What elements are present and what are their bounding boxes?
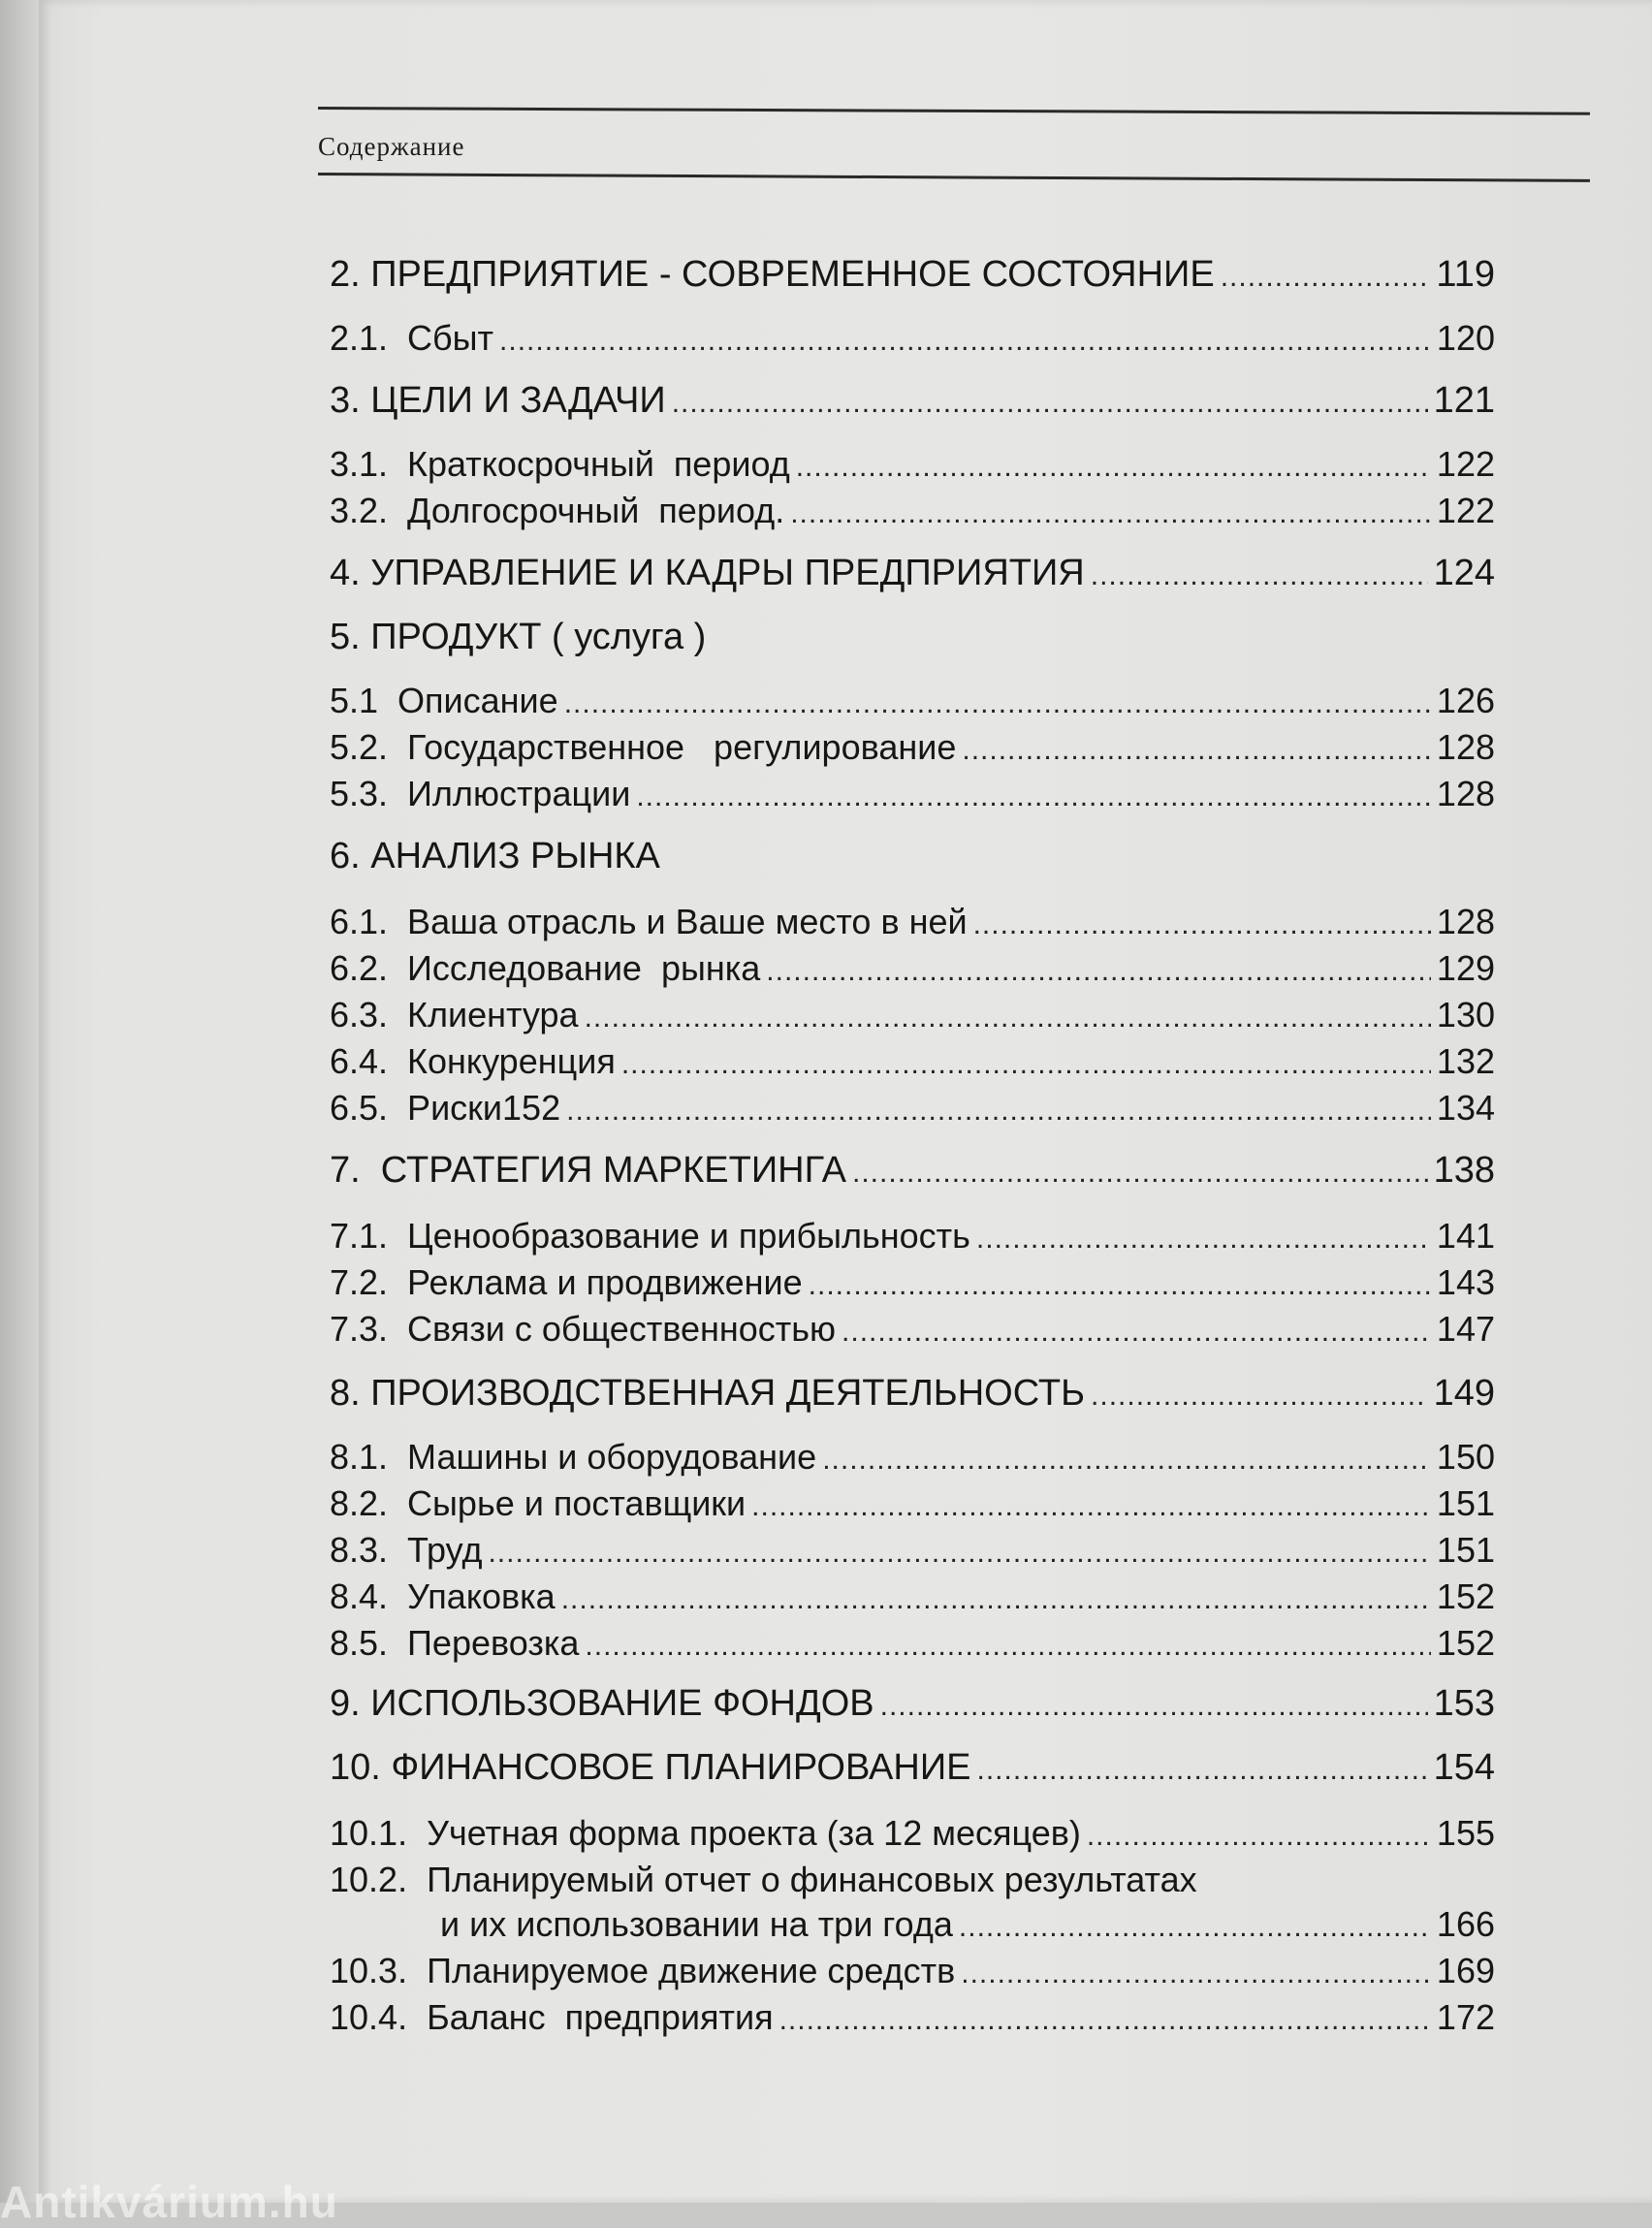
toc-entry-page: 141 (1436, 1216, 1495, 1256)
toc-leader-dots (672, 387, 1428, 420)
toc-entry-label: 2. ПРЕДПРИЯТИЕ - СОВРЕМЕННОЕ СОСТОЯНИЕ (330, 254, 1215, 295)
toc-entry (330, 1813, 1495, 1858)
toc-entry-label: 6. АНАЛИЗ РЫНКА (330, 836, 660, 876)
toc-leader-dots (636, 780, 1431, 813)
toc-entry-label: 5.2. Государственное регулирование (330, 727, 957, 767)
toc-entry (330, 380, 1495, 425)
toc-leader-dots (1091, 1380, 1428, 1413)
toc-leader-dots (842, 1316, 1431, 1349)
toc-entry-page: 130 (1436, 995, 1495, 1034)
toc-leader-dots (962, 734, 1431, 767)
toc-entry (330, 1683, 1495, 1728)
toc-section-heading (330, 617, 1495, 661)
toc-entry-label: 9. ИСПОЛЬЗОВАНИЕ ФОНДОВ (330, 1683, 874, 1724)
toc-entry (330, 1747, 1495, 1792)
toc-entry (330, 491, 1495, 535)
toc-entry (330, 902, 1495, 946)
toc-entry-page: 128 (1436, 902, 1495, 941)
toc-entry-label: 6.5. Риски152 (330, 1088, 561, 1128)
toc-entry (330, 1623, 1495, 1668)
toc-entry (330, 1437, 1495, 1481)
toc-entry (330, 1483, 1495, 1528)
toc-entry-label: 8.2. Сырье и поставщики (330, 1483, 747, 1523)
toc-section-heading (330, 836, 1495, 880)
toc-leader-dots (822, 1444, 1431, 1477)
running-header: Содержание (318, 132, 465, 161)
toc-entry (330, 1216, 1495, 1260)
toc-entry (330, 1262, 1495, 1307)
toc-entry-label: 3.2. Долгосрочный период. (330, 491, 785, 530)
toc-entry (330, 1951, 1495, 1995)
book-spine-shadow (0, 0, 39, 2203)
toc-leader-dots (1221, 261, 1431, 294)
toc-entry-label: 6.1. Ваша отрасль и Ваше место в ней (330, 902, 968, 941)
toc-leader-dots (959, 1911, 1431, 1944)
toc-entry-label: 7. СТРАТЕГИЯ МАРКЕТИНГА (330, 1150, 847, 1191)
toc-entry-label: 5.3. Иллюстрации (330, 774, 631, 813)
toc-entry-page: 122 (1436, 491, 1495, 530)
toc-leader-dots (790, 497, 1431, 530)
toc-entry-page: 126 (1436, 681, 1495, 720)
toc-entry-page: 150 (1436, 1437, 1495, 1477)
toc-entry-page: 166 (1436, 1904, 1495, 1944)
toc-entry-page: 153 (1433, 1683, 1495, 1724)
toc-entry (330, 553, 1495, 597)
toc-entry-label: 4. УПРАВЛЕНИЕ И КАДРЫ ПРЕДПРИЯТИЯ (330, 553, 1085, 593)
toc-entry (330, 1041, 1495, 1086)
toc-leader-dots (973, 908, 1431, 941)
toc-entry (330, 727, 1495, 772)
toc-entry (330, 948, 1495, 993)
toc-entry (330, 774, 1495, 818)
toc-entry (330, 1373, 1495, 1417)
toc-entry (330, 1088, 1495, 1132)
toc-entry-page: 154 (1433, 1747, 1495, 1788)
toc-entry (330, 1530, 1495, 1575)
toc-leader-dots (1087, 1820, 1431, 1853)
toc-leader-dots (561, 1583, 1431, 1616)
toc-entry (330, 1309, 1495, 1353)
toc-leader-dots (976, 1754, 1427, 1787)
toc-entry-page: 147 (1436, 1309, 1495, 1349)
toc-leader-dots (961, 1957, 1431, 1990)
toc-entry-label: 2.1. Сбыт (330, 318, 494, 358)
toc-entry-page: 128 (1436, 774, 1495, 813)
toc-entry-page: 122 (1436, 444, 1495, 484)
toc-entry-multiline (330, 1860, 1495, 1944)
toc-entry-page: 129 (1436, 948, 1495, 988)
toc-entry-label: 3.1. Краткосрочный период (330, 444, 790, 484)
toc-entry-page: 119 (1436, 254, 1495, 295)
toc-leader-dots (751, 1490, 1431, 1523)
toc-entry-label: 3. ЦЕЛИ И ЗАДАЧИ (330, 380, 666, 421)
toc-leader-dots (852, 1157, 1428, 1190)
toc-leader-dots (566, 1095, 1431, 1128)
toc-entry (330, 681, 1495, 725)
toc-entry-label: 10.2. Планируемый отчет о финансовых результатах (330, 1860, 1197, 1899)
toc-entry (330, 995, 1495, 1039)
toc-entry-page: 121 (1433, 380, 1495, 421)
toc-entry-label: 8.1. Машины и оборудование (330, 1437, 817, 1477)
toc-entry-page: 134 (1436, 1088, 1495, 1128)
toc-leader-dots (976, 1223, 1431, 1256)
toc-entry-page: 151 (1436, 1530, 1495, 1570)
toc-leader-dots (499, 325, 1431, 358)
toc-leader-dots (585, 1002, 1431, 1034)
toc-entry-label: 8.3. Труд (330, 1530, 483, 1570)
toc-entry-page: 149 (1433, 1373, 1495, 1414)
toc-entry-label: 7.2. Реклама и продвижение (330, 1262, 803, 1302)
toc-leader-dots (779, 2004, 1431, 2037)
toc-leader-dots (585, 1630, 1431, 1663)
toc-entry-label: 8. ПРОИЗВОДСТВЕННАЯ ДЕЯТЕЛЬНОСТЬ (330, 1373, 1086, 1414)
toc-entry-page: 124 (1433, 553, 1495, 593)
toc-entry-label: 10.1. Учетная форма проекта (за 12 месяцев) (330, 1813, 1081, 1853)
toc-leader-dots (488, 1537, 1430, 1570)
toc-leader-dots (564, 687, 1431, 720)
toc-entry-page: 152 (1436, 1623, 1495, 1663)
toc-entry-label: 8.4. Упаковка (330, 1576, 556, 1616)
toc-entry (330, 1576, 1495, 1621)
toc-entry-page: 172 (1436, 1997, 1495, 2037)
toc-entry-label: 5.1 Описание (330, 681, 558, 720)
toc-entry (330, 1997, 1495, 2042)
toc-entry-label: 7.3. Связи с общественностью (330, 1309, 837, 1349)
toc-entry (330, 1150, 1495, 1194)
toc-entry-label-line2: и их использовании на три года (440, 1904, 953, 1944)
toc-leader-dots (621, 1048, 1431, 1081)
toc-entry-page: 132 (1436, 1041, 1495, 1081)
toc-entry-page: 143 (1436, 1262, 1495, 1302)
toc-entry-label: 6.2. Исследование рынка (330, 948, 761, 988)
toc-entry-label: 6.4. Конкуренция (330, 1041, 616, 1081)
toc-entry (330, 444, 1495, 489)
toc-entry-label: 10.4. Баланс предприятия (330, 1997, 774, 2037)
toc-entry-label: 10.3. Планируемое движение средств (330, 1951, 956, 1990)
toc-entry-page: 155 (1436, 1813, 1495, 1853)
toc-entry-page: 120 (1436, 318, 1495, 358)
watermark: Antikvárium.hu (0, 2177, 338, 2227)
toc-entry-continuation (440, 1904, 1495, 1945)
toc-leader-dots (809, 1269, 1431, 1302)
toc-entry-label: 7.1. Ценообразование и прибыльность (330, 1216, 970, 1256)
toc-entry (330, 254, 1495, 299)
toc-entry (330, 318, 1495, 363)
toc-entry-page: 128 (1436, 727, 1495, 767)
toc-entry-page: 151 (1436, 1483, 1495, 1523)
toc-leader-dots (796, 451, 1431, 484)
toc-entry-label: 6.3. Клиентура (330, 995, 579, 1034)
toc-entry-label: 5. ПРОДУКТ ( услуга ) (330, 617, 707, 657)
toc-entry-page: 169 (1436, 1951, 1495, 1990)
toc-entry-page: 152 (1436, 1576, 1495, 1616)
toc-leader-dots (766, 955, 1431, 988)
toc-leader-dots (1091, 559, 1428, 592)
toc-entry-label: 10. ФИНАНСОВОЕ ПЛАНИРОВАНИЕ (330, 1747, 971, 1788)
toc-leader-dots (880, 1690, 1428, 1723)
toc-entry-label: 8.5. Перевозка (330, 1623, 580, 1663)
toc-entry-page: 138 (1433, 1150, 1495, 1191)
